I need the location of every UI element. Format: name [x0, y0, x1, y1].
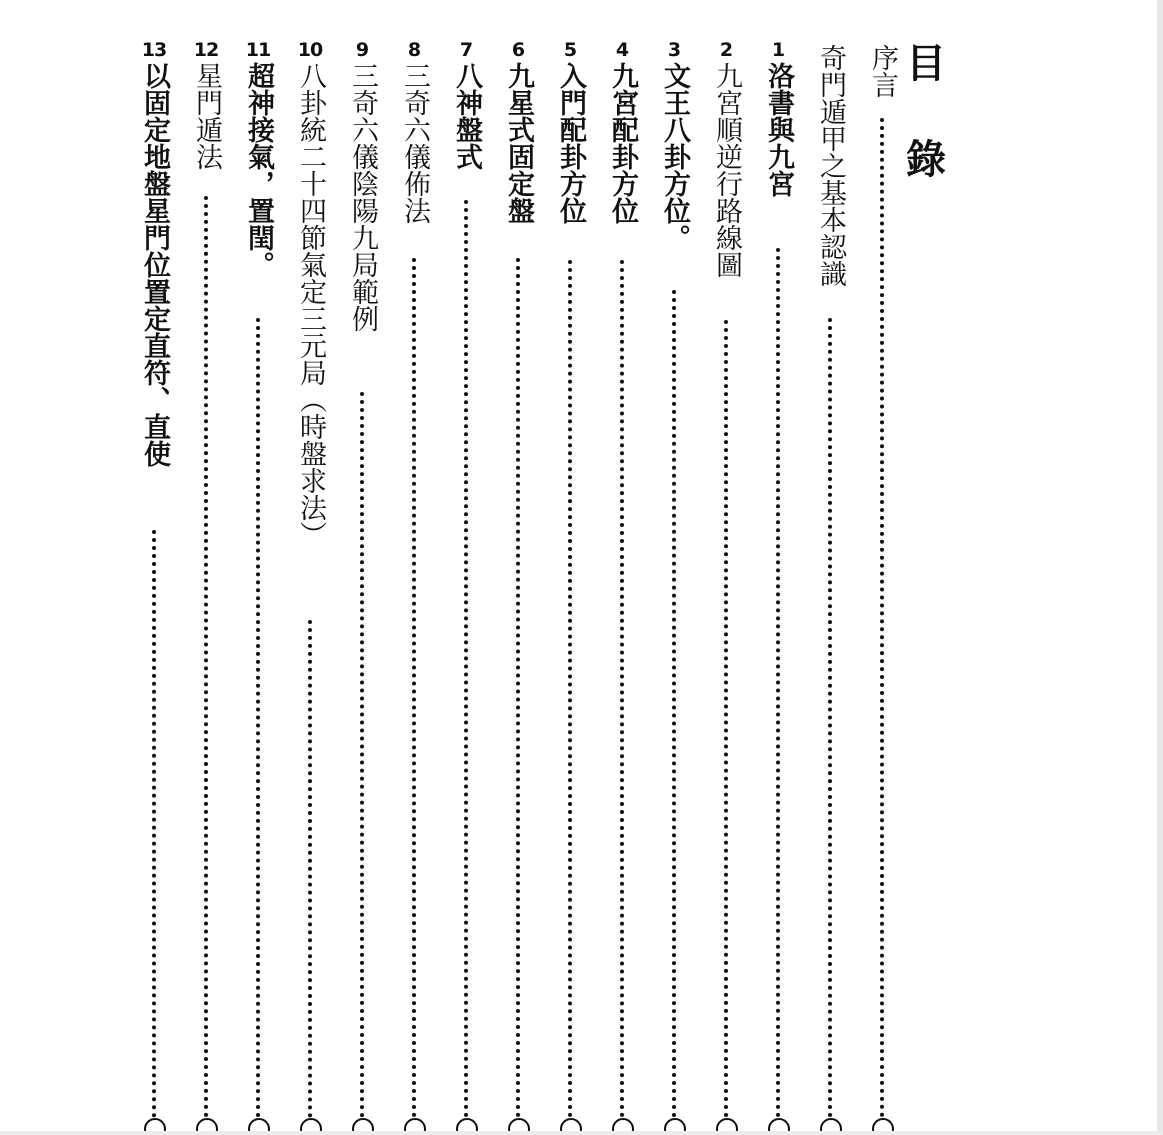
toc-entry-3[interactable] — [656, 40, 692, 251]
toc-entry-6[interactable] — [500, 40, 536, 224]
toc-entry-title: 入門配卦方位 — [555, 62, 586, 224]
toc-entry-title: 九宮配卦方位 — [607, 62, 638, 224]
toc-dot-leader — [412, 258, 422, 1118]
toc-dot-leader — [152, 530, 162, 1118]
toc-heading-char-1: 目 — [906, 40, 946, 87]
toc-dot-leader — [776, 248, 786, 1118]
toc-dot-leader — [308, 620, 318, 1118]
toc-entry-2[interactable] — [708, 40, 744, 278]
toc-entry-number: 11 — [245, 39, 271, 61]
toc-dot-leader — [880, 118, 890, 1118]
toc-entry-title: 九宮順逆行路線圖 — [711, 62, 742, 278]
toc-entry-title: 洛書與九宮 — [763, 62, 794, 197]
toc-entry-9[interactable] — [344, 40, 380, 332]
toc-entry-number: 13 — [141, 39, 167, 61]
toc-dot-leader — [360, 392, 370, 1118]
toc-dot-leader — [672, 290, 682, 1118]
toc-entry-title: 星門遁法 — [191, 62, 222, 170]
toc-entry-number: 6 — [511, 39, 525, 61]
toc-dot-leader — [568, 260, 578, 1118]
toc-entry-title: 九星式固定盤 — [503, 62, 534, 224]
toc-entry-basics[interactable] — [812, 44, 848, 287]
toc-dot-leader — [828, 318, 838, 1118]
toc-dot-leader — [724, 320, 734, 1118]
toc-dot-leader — [256, 318, 266, 1118]
toc-entry-number: 9 — [355, 39, 369, 61]
toc-entry-number: 10 — [297, 39, 323, 61]
toc-entry-number: 5 — [563, 39, 577, 61]
toc-entry-title: 以固定地盤星門位置定直符、直使 — [139, 62, 170, 467]
page-edge-bottom — [0, 1131, 1163, 1135]
toc-dot-leader — [620, 260, 630, 1118]
toc-entry-title: 三奇六儀陰陽九局範例 — [347, 62, 378, 332]
toc-dot-leader — [516, 258, 526, 1118]
toc-dot-leader — [464, 200, 474, 1118]
toc-entry-number: 8 — [407, 39, 421, 61]
toc-entry-number: 2 — [719, 39, 733, 61]
toc-entry-number: 12 — [193, 39, 219, 61]
toc-entry-title: 八卦統二十四節氣定三元局（時盤求法） — [295, 62, 326, 548]
toc-entry-number: 1 — [771, 39, 785, 61]
toc-entry-5[interactable] — [552, 40, 588, 224]
toc-entry-1[interactable] — [760, 40, 796, 197]
toc-entry-title: 八神盤式 — [451, 62, 482, 170]
toc-entry-4[interactable] — [604, 40, 640, 224]
toc-entry-12[interactable] — [188, 40, 224, 170]
page-edge-right — [1157, 0, 1163, 1135]
toc-entry-number: 3 — [667, 39, 681, 61]
toc-entry-title: 三奇六儀佈法 — [399, 62, 430, 224]
toc-entry-number: 7 — [459, 39, 473, 61]
toc-entry-title: 奇門遁甲之基本認識 — [815, 44, 846, 287]
toc-entry-8[interactable] — [396, 40, 432, 224]
toc-entry-11[interactable] — [240, 40, 276, 278]
toc-entry-13[interactable] — [136, 40, 172, 467]
toc-entry-title: 序言 — [867, 44, 898, 98]
toc-entry-title: 文王八卦方位。 — [659, 62, 690, 251]
toc-entry-10[interactable] — [292, 40, 328, 548]
toc-heading-char-2: 錄 — [906, 136, 946, 183]
toc-dot-leader — [204, 196, 214, 1118]
toc-entry-title: 超神接氣，置閏。 — [243, 62, 274, 278]
toc-entry-7[interactable] — [448, 40, 484, 170]
toc-entry-preface[interactable] — [864, 44, 900, 98]
toc-entry-number: 4 — [615, 39, 629, 61]
